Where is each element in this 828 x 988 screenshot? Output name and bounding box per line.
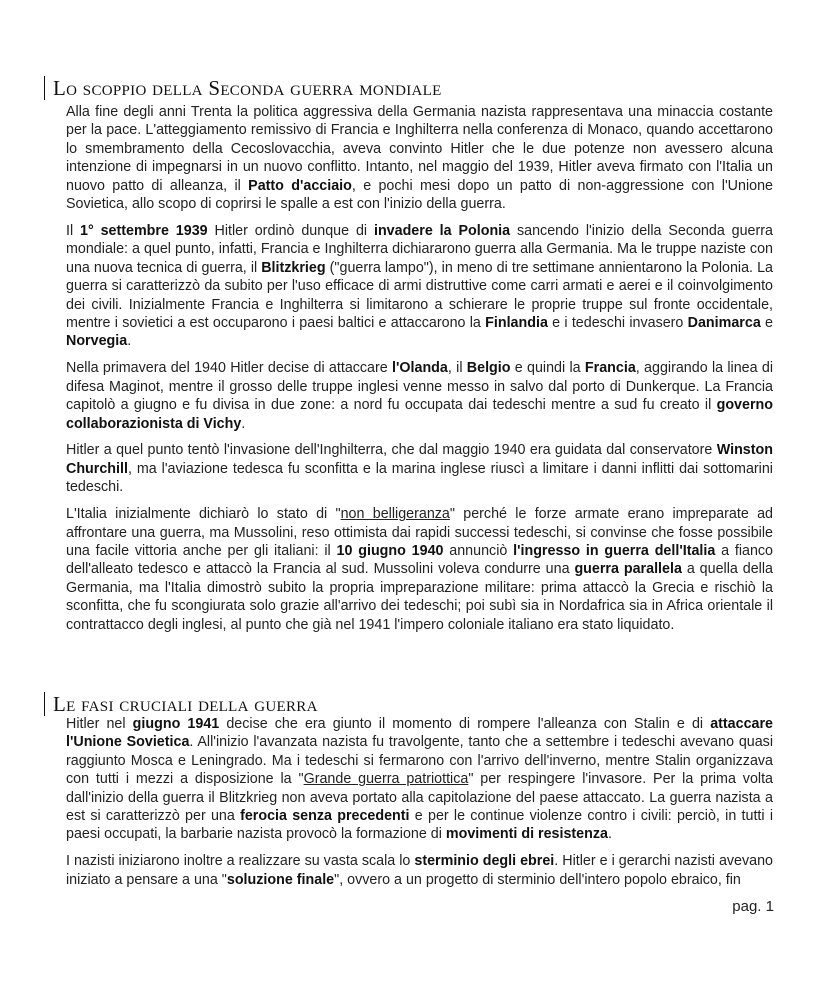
emphasis-term: l'Olanda — [392, 360, 448, 377]
text-run: , aggirando la linea di difesa Maginot, mentre il grosso delle truppe inglesi venne messo in salvo dal porto di Dunkerque. La Francia capitolò a giugno e fu divisa in due zone: a nord fu occupata dai tedeschi mentre a sud fu creato il — [66, 360, 773, 414]
emphasis-term: attaccare l'Unione Sovietica — [66, 716, 773, 751]
emphasis-term: governo collaborazionista di Vichy — [66, 397, 773, 432]
text-run: , il — [447, 360, 467, 377]
text-run: Hitler a quel punto tentò l'invasione dell'Inghilterra, che dal maggio 1940 era guidata dal conservatore — [66, 442, 717, 459]
emphasis-term: invadere la Polonia — [373, 222, 511, 239]
text-run: . — [241, 415, 246, 432]
section-heading-2: Le fasi cruciali della guerra — [53, 692, 318, 716]
text-run: sancendo l'inizio della Seconda guerra mondiale: a quel punto, infatti, Francia e Inghilterra dichiararono guerra alla Germania. Ma le truppe naziste con una nuova tecnica di guerra, il — [66, 222, 773, 276]
text-run: L'Italia inizialmente dichiarò lo stato di " — [66, 506, 341, 523]
emphasis-term: soluzione finale — [226, 871, 335, 888]
heading-marker — [44, 76, 45, 100]
emphasis-term: movimenti di resistenza — [445, 826, 608, 843]
text-run: a fianco dell'alleato tedesco e attaccò la Francia al sud. Mussolini voleva condurre una — [66, 542, 773, 578]
emphasis-term: Danimarca — [687, 314, 761, 331]
paragraph — [66, 505, 773, 634]
text-run: a quella della Germania, ma l'Italia dimostrò subito la propria impreparazione militare: prima attaccò la Grecia e rischiò la sconfitta, che fu scongiurata solo grazie all'arrivo dei tedeschi; poi subì sia in Nordafrica sia in Africa orientale il contrattacco degli inglesi, al punto che già nel 1941 l'impero coloniale italiano era stato liquidato. — [66, 561, 773, 633]
paragraph — [66, 359, 773, 433]
emphasis-term: Norvegia — [66, 333, 128, 350]
paragraph — [66, 715, 773, 844]
underlined-term: Grande guerra patriottica — [303, 771, 469, 788]
text-run: , ma l'aviazione tedesca fu sconfitta e la marina inglese riuscì a limitare i danni inflitti dai sottomarini tedeschi. — [66, 460, 773, 496]
emphasis-term: Francia — [584, 360, 636, 377]
text-run: decise che era giunto il momento di rompere l'alleanza con Stalin e di — [219, 716, 711, 732]
text-run: " per respingere l'invasore. Per la prima volta dall'inizio della guerra il Blitzkrieg non aveva portato alla capitolazione del paese attaccato. La guerra nazista a est si caratterizzò per una — [66, 771, 773, 825]
emphasis-term: 1° settembre 1939 — [80, 222, 208, 239]
section-body-1 — [66, 103, 773, 642]
emphasis-term: Belgio — [466, 360, 511, 377]
paragraph — [66, 103, 773, 213]
page-number: pag. 1 — [732, 898, 774, 915]
text-run: e per le continue violenze contro i civili: perciò, in tutti i paesi occupati, la barbarie nazista provocò la formazione di — [66, 808, 773, 843]
heading-marker — [44, 692, 45, 716]
text-run: . Hitler e i gerarchi nazisti avevano iniziato a pensare a una " — [66, 853, 773, 888]
emphasis-term: Blitzkrieg — [261, 259, 326, 276]
emphasis-term: Finlandia — [485, 314, 548, 331]
text-run: . — [607, 826, 612, 843]
text-run: ", ovvero a un progetto di sterminio dell'intero popolo ebraico, fin — [334, 871, 741, 888]
paragraph — [66, 441, 773, 496]
underlined-term: non belligeranza — [340, 506, 450, 523]
emphasis-term: l'ingresso in guerra dell'Italia — [513, 542, 716, 559]
paragraph — [66, 852, 773, 889]
text-run: ("guerra lampo"), in meno di tre settimane annientarono la Polonia. La guerra si caratterizzò da subito per l'uso efficace di armi distruttive come carri armati e aerei e il coinvolgimento dei civili. Inizialmente Francia e Inghilterra si limitarono a schierare le proprie truppe sul fronte occidentale, mentre i sovietici a est occuparono i paesi baltici e attaccarono la — [66, 259, 773, 331]
text-run: " perché le forze armate erano impreparate ad affrontare una guerra, ma Mussolini, reso ottimista dai rapidi successi tedeschi, si convinse che fosse possibile una facile vittoria anche per gli italiani: il — [66, 506, 773, 559]
text-run: Hitler ordinò dunque di — [207, 222, 374, 239]
text-run: Hitler nel — [66, 716, 133, 732]
paragraph — [66, 222, 773, 351]
emphasis-term: guerra parallela — [574, 561, 682, 578]
section-heading-1: Lo scoppio della Seconda guerra mondiale — [53, 76, 442, 100]
text-run: annunciò — [443, 542, 514, 559]
section-body-2 — [66, 715, 773, 898]
emphasis-term: sterminio degli ebrei — [414, 853, 555, 870]
text-run: I nazisti iniziarono inoltre a realizzare su vasta scala lo — [66, 853, 415, 870]
text-run: Il — [66, 222, 81, 239]
text-run: e — [760, 314, 773, 331]
emphasis-term: 10 giugno 1940 — [336, 542, 444, 559]
text-run: e i tedeschi invasero — [547, 314, 688, 331]
emphasis-term: Patto d'acciaio — [248, 177, 352, 194]
text-run: e quindi la — [510, 360, 585, 377]
text-run: . All'inizio l'avanzata nazista fu travolgente, tanto che a settembre i tedeschi avevano quasi raggiunto Mosca e Leningrado. Ma i tedeschi si fermarono con l'arrivo dell'inverno, mentre Stalin organizzava con tutti i mezzi a disposizione la " — [66, 734, 773, 788]
emphasis-term: giugno 1941 — [132, 716, 220, 732]
emphasis-term: Winston Churchill — [66, 442, 773, 477]
text-run: Nella primavera del 1940 Hitler decise di attaccare — [66, 360, 393, 377]
text-run: Alla fine degli anni Trenta la politica aggressiva della Germania nazista rappresentava una minaccia costante per la pace. L'atteggiamento remissivo di Francia e Inghilterra nella conferenza di Monaco, quando accettarono lo smembramento della Cecoslovacchia, aveva convinto Hitler che le due potenze non avessero alcuna intenzione di impegnarsi in un nuovo conflitto. Intanto, nel maggio del 1939, Hitler aveva firmato con l'Italia un nuovo patto di alleanza, il — [66, 104, 773, 194]
text-run: . — [127, 333, 132, 350]
emphasis-term: ferocia senza precedenti — [240, 808, 410, 825]
text-run: , e pochi mesi dopo un patto di non-aggressione con l'Unione Sovietica, allo scopo di coprirsi le spalle a est con l'inizio della guerra. — [66, 177, 773, 213]
